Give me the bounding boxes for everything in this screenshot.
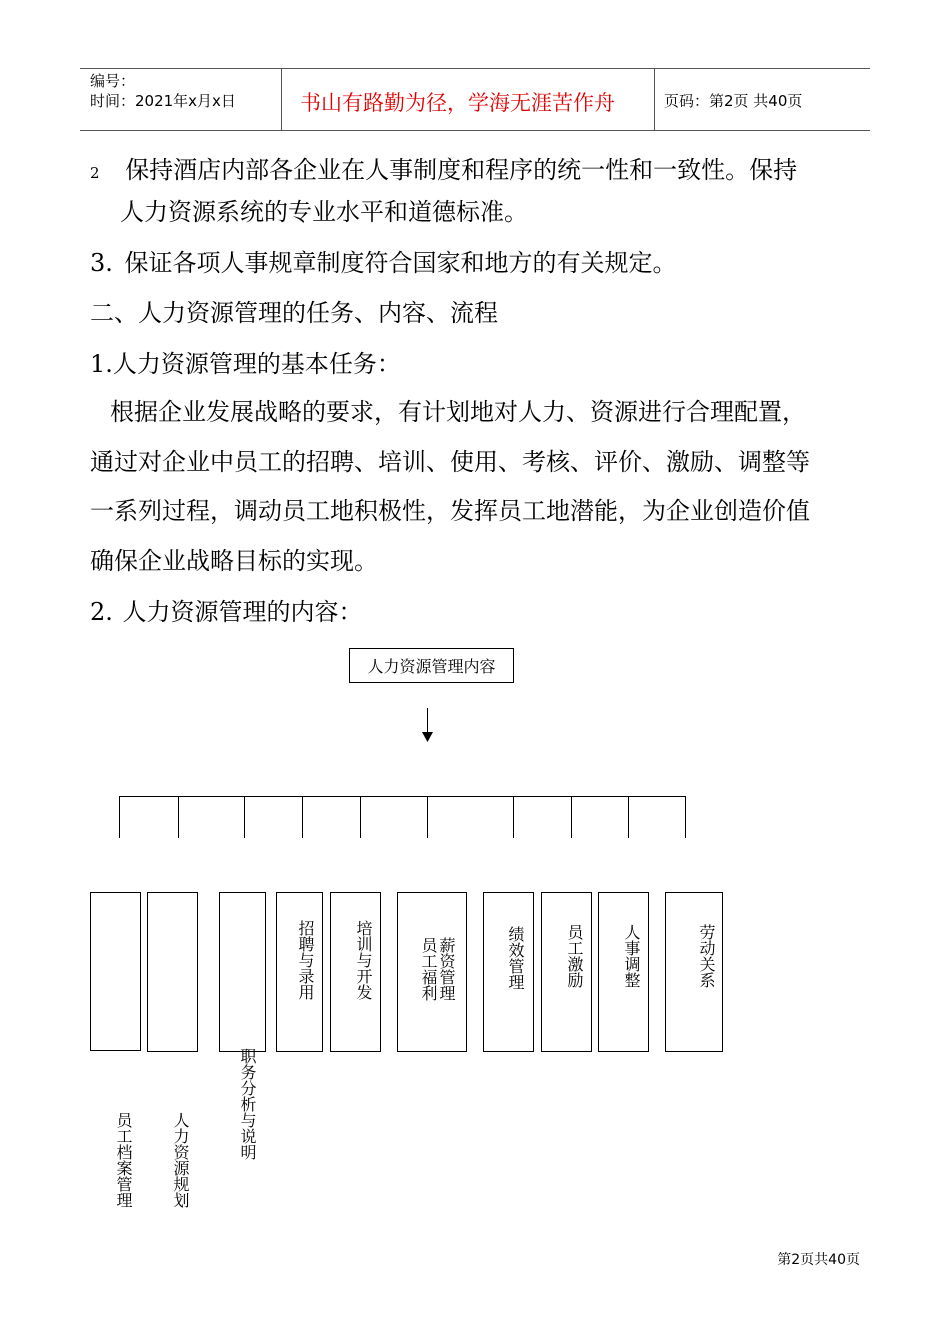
header-code-label: 编号：	[90, 72, 136, 90]
item-2-line-2: 人力资源系统的专业水平和道德标准。	[120, 198, 528, 226]
header-divider-left	[281, 68, 282, 130]
diagram-bracket-tick	[244, 796, 245, 838]
diagram-bracket-tick	[360, 796, 361, 838]
task-paragraph-line-2: 通过对企业中员工的招聘、培训、使用、考核、评价、激励、调整等	[90, 448, 810, 476]
diagram-arrow-head	[422, 732, 433, 742]
subsection-2-heading	[90, 597, 363, 627]
diagram-title-box	[349, 648, 514, 683]
task-paragraph-line-1: 根据企业发展战略的要求，有计划地对人力、资源进行合理配置，	[110, 398, 806, 426]
header-motto: 书山有路勤为径，学海无涯苦作舟	[300, 91, 615, 115]
diagram-bracket-tick	[427, 796, 428, 838]
diagram-label-welfare: 员工福利	[419, 937, 438, 1001]
diagram-bracket-line	[119, 796, 686, 797]
diagram-label-employee-records: 员工档案管理	[114, 1112, 133, 1208]
diagram-bracket-tick	[571, 796, 572, 838]
diagram-label-hr-planning: 人力资源规划	[171, 1112, 190, 1208]
diagram-label-training: 培训与开发	[354, 920, 373, 1000]
diagram-bracket-tick	[513, 796, 514, 838]
item-3	[90, 248, 677, 278]
item-2-text-1: 保持酒店内部各企业在人事制度和程序的统一性和一致性。保持	[125, 156, 798, 184]
diagram-box-employee-records	[90, 892, 141, 1051]
diagram-label-personnel-adjustment: 人事调整	[622, 924, 641, 988]
diagram-label-compensation: 薪资管理	[437, 937, 456, 1001]
diagram-arrow-shaft	[427, 708, 428, 735]
header-page-info: 页码：第2页 共40页	[664, 92, 803, 110]
subsection-1-text: 人力资源管理的基本任务：	[112, 350, 401, 378]
header-bottom-rule	[80, 130, 870, 131]
diagram-label-job-analysis: 职务分析与说明	[238, 1048, 257, 1160]
subsection-2-number: 2.	[90, 598, 113, 626]
diagram-label-labor-relations: 劳动关系	[697, 924, 716, 988]
diagram-bracket-tick	[628, 796, 629, 838]
item-2-number: 2	[90, 164, 100, 182]
diagram-label-incentives: 员工激励	[565, 924, 584, 988]
header-top-rule	[80, 68, 870, 69]
item-3-number: 3.	[90, 249, 113, 277]
subsection-1-number: 1.	[90, 350, 113, 378]
diagram-bracket-tick	[302, 796, 303, 838]
item-2-line-1	[90, 155, 797, 188]
subsection-2-text: 人力资源管理的内容：	[122, 598, 363, 626]
section-2-heading: 二、人力资源管理的任务、内容、流程	[90, 299, 498, 327]
diagram-label-recruitment: 招聘与录用	[296, 920, 315, 1000]
task-paragraph-line-4: 确保企业战略目标的实现。	[90, 547, 378, 575]
header-time-label: 时间：2021年x月x日	[90, 92, 236, 110]
diagram-bracket-tick	[119, 796, 120, 838]
header-divider-right	[654, 68, 655, 130]
task-paragraph-line-3: 一系列过程，调动员工地积极性，发挥员工地潜能，为企业创造价值	[90, 497, 810, 525]
diagram-box-hr-planning	[147, 892, 198, 1052]
subsection-1-heading	[90, 349, 401, 379]
diagram-box-job-analysis	[219, 892, 266, 1052]
footer-page-info: 第2页共40页	[777, 1252, 860, 1268]
diagram-label-performance: 绩效管理	[506, 926, 525, 990]
item-3-text: 保证各项人事规章制度符合国家和地方的有关规定。	[124, 249, 677, 277]
diagram-bracket-tick	[178, 796, 179, 838]
diagram-bracket-tick	[685, 796, 686, 838]
diagram-title: 人力资源管理内容	[367, 657, 496, 676]
